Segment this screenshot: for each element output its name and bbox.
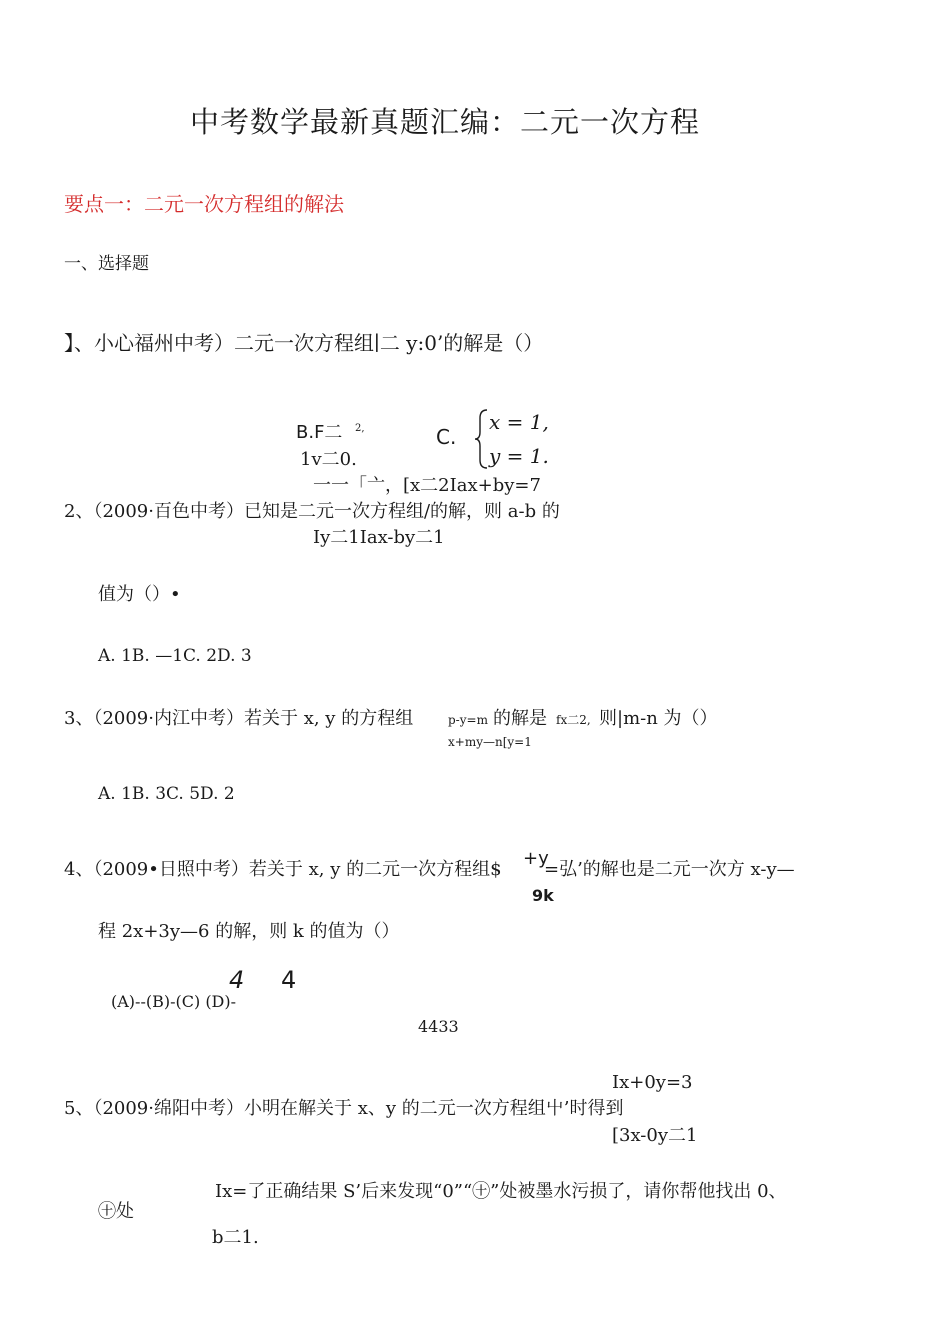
question-4-option-c-numerator: 4: [229, 966, 245, 994]
question-4-mid: =弘’的解也是二元一次方 x-y—: [544, 859, 795, 880]
question-1-text: 】、小心福州中考）二元一次方程组∣二 y:0’的解是（）: [64, 331, 544, 355]
question-2-line2: 值为（）•: [98, 584, 181, 605]
question-5-line4: b二1.: [212, 1227, 259, 1248]
question-3-system-top: p-y=m: [448, 713, 488, 727]
question-3-solution: fx二2,: [556, 713, 591, 727]
question-4-option-d-numerator: 4: [281, 966, 297, 994]
question-1-option-b-line1: B.F二: [296, 422, 343, 443]
question-5-text: 5、（2009·绵阳中考）小明在解关于 x、y 的二元一次方程组屮’时得到: [64, 1098, 624, 1119]
question-3-text-a: 3、（2009·内江中考）若关于 x, y 的方程组: [64, 708, 414, 729]
question-4-sup: +y: [523, 848, 549, 869]
question-3-options: A. 1B. 3C. 5D. 2: [98, 784, 235, 804]
question-5-line3: ㊉处: [98, 1201, 134, 1222]
question-3-system-bottom: x+my—n[y=1: [448, 735, 532, 749]
question-2-below: Iy二1Iax-by二1: [313, 527, 445, 548]
question-4-line2: 程 2x+3y—6 的解，则 k 的值为（）: [98, 921, 400, 942]
question-3-text-c: 则|m-n 为（）: [599, 708, 718, 729]
question-1-option-c-eq1: x = 1,: [489, 410, 549, 434]
question-4-options: (A)--(B)-(C) (D)-: [111, 992, 237, 1011]
section-heading: 要点一：二元一次方程组的解法: [64, 192, 344, 216]
part-heading: 一、选择题: [64, 254, 149, 274]
question-5-line2: Ix=了正确结果 S’后来发现“0”“㊉”处被墨水污损了，请你帮他找出 0、: [215, 1181, 787, 1202]
question-5-above: Ix+0y=3: [612, 1072, 693, 1093]
question-5-below: [3x-0y二1: [612, 1125, 698, 1146]
page-title: 中考数学最新真题汇编：二元一次方程: [190, 105, 701, 139]
question-2-above: 一一「亠，[x二2Iax+by=7: [313, 475, 541, 496]
question-2-text: 2、（2009·百色中考）已知是二元一次方程组/的解，则 a-b 的: [64, 501, 560, 522]
question-1-option-b-sup: 2,: [355, 423, 365, 434]
brace-icon: [474, 408, 490, 470]
question-4-text-a: 4、（2009•日照中考）若关于 x, y 的二元一次方程组$: [64, 859, 502, 880]
question-3-text-b: 的解是: [493, 708, 547, 729]
question-1-option-c-eq2: y = 1.: [489, 444, 549, 468]
question-1-option-b-line2: 1v二0.: [300, 449, 357, 470]
question-4-denominators: 4433: [418, 1017, 459, 1036]
question-2-options: A. 1B. —1C. 2D. 3: [98, 646, 252, 666]
question-4-sub: 9k: [532, 886, 554, 905]
question-1-option-c-label: C.: [436, 425, 457, 449]
